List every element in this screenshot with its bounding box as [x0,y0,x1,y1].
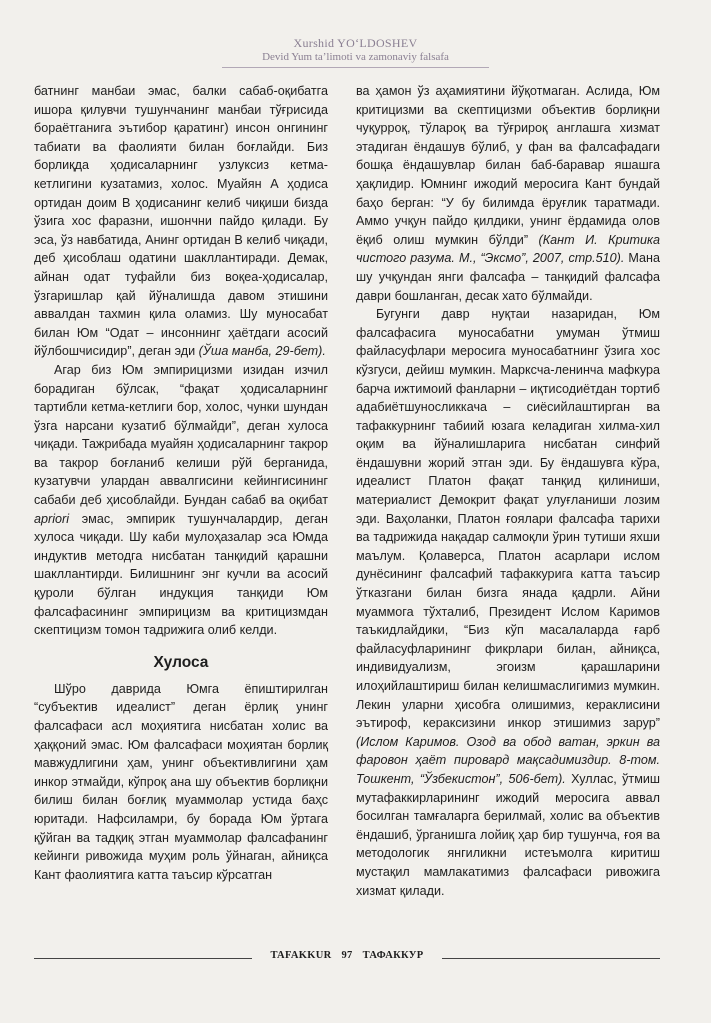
left-paragraph-1-text: батнинг манбаи эмас, балки сабаб-оқибатга ишора қилувчи тушунчанинг манбаи тўғрисида бораётганига эътибор қаратинг) инсон онгининг табиати ва фаолияти билан боғлайди. Биз борлиқда ҳодисаларнинг узлуксиз кетма-кетлигини кузатамиз, холос. Муайян А ҳодиса ортидан доим В ҳодисанинг келиб чиқиши бизда ўзига хос фаразни, ишончни пайдо қилади. Бу эса, ўз навбатида, Анинг ортидан В келиб чиқади, деб ҳисоблаш одатини шакллантиради. Демак, айнан одат туфайли биз воқеа-ҳодисалар, ўзгаришлар қай йўналишда давом этишини аввалдан тахмин қила оламиз. Шу муносабат билан Юм “Одат – инсоннинг ҳаётдаги асосий йўлбошчисидир”, деган эди [34,84,328,359]
right-paragraph-2-reference: (Ислом Каримов. Озод ва обод ватан, эркин ва фаровон ҳаёт пировард мақсадимиздир. 8-том. Тошкент, “Ўзбекистон”, 506-бет). [356,734,660,786]
header-subtitle: Devid Yum ta’limoti va zamonaviy falsafa [262,51,449,63]
left-paragraph-3: Шўро даврида Юмга ёпиштирилган “субъектив идеалист” деган ёрлиқ унинг фалсафаси асл моҳиятига нисбатан холис ва ҳаққоний эмас. Юм фалсафаси моҳиятан борлиқ мавжудлигини ҳам, унинг объективлигини ҳам инкор этмайди, кўпроқ ана шу объектив борлиқни билиш билан боғлиқ муаммолар устида баҳс юритади. Нафсиламри, бу борада Юм ўртага қўйган ва тадқиқ этган муаммолар фалсафанинг кейинги ривожида муҳим роль ўйнаган, айниқса Кант фаолиятига катта таъсир кўрсатган [34,681,328,882]
apriori-term: apriori [34,511,69,526]
right-column [356,82,660,900]
footer-rule-left [34,958,252,959]
left-paragraph-1 [34,82,328,361]
section-title-conclusion: Хулоса [153,653,209,671]
right-paragraph-1 [356,82,660,305]
footer-rule-right [442,958,660,959]
header-divider [222,67,489,68]
right-paragraph-2 [356,305,660,900]
right-paragraph-2-text-a: Бугунги давр нуқтаи назаридан, Юм фалсафасига муносабатни умуман ўтмиш файласуфлари меросига муносабатнинг ўзига хос кўзгуси, дейиш мумкин. Марксча-ленинча мафкура барча ижтимоий фанларни – иқтисодиётдан тортиб адабиётшуносликкача – сиёсийлаштирган ва тафаккурнинг табиий юзага келадиган хилма-хил оқим ва йўналишларига нисбатан синфий ёндашувни жорий этган эди. Бу ёндашувга кўра, идеалист Платон фақат танқид қилиниши, материалист Демокрит фақат улуғланиши лозим эди. Ваҳоланки, Платон ғоялари фалсафа тарихи ва тадрижида нақадар салмоқли ўрин тутиши яхши маълум. Қолаверса, Платон асарлари ислом дунёсининг фалсафий тафаккурига катта таъсир ўтказгани билан бизга янада қадрли. Айни муаммога тўхталиб, Президент Ислом Каримов таъкидлайдики, “Биз кўп масалаларда ғарб файласуфларининг фикрлари билан, айниқса, индивидуализм, эгоизм қарашларини илоҳийлаштириш билан келишмаслигимиз мумкин. Лекин уларни ҳисобга олишимиз, кераклисини эътироф, кераксизини инкор этишимиз зарур” [356,307,660,731]
right-paragraph-1-reference: (Кант И. Критика чистого разума. М., “Эксмо”, 2007, стр.510). [356,232,660,266]
left-paragraph-2-text-a: Агар биз Юм эмпирицизми изидан изчил борадиган бўлсак, “фақат ҳодисаларнинг тартибли кетма-кетлиги бор, холос, чунки шундан ўзга нарсани кузатиб бўлмайди”, деган хулоса чиқади. Тажрибада муайян ҳодисаларнинг такрор ва такрор боғланиб келиши рўй берганида, кузатувчи улардан аввалгисини кейингисининг сабаби деб ҳисоблайди. Бундан сабаб ва оқибат [34,362,328,508]
header-author: Xurshid YO‘LDOSHEV [293,36,418,50]
left-paragraph-1-reference: (Ўша манба, 29-бет). [198,344,326,359]
right-paragraph-1-text-a: ва ҳамон ўз аҳамиятини йўқотмаган. Аслида, Юм критицизми ва скептицизми объектив борлиқни чуқурроқ, тўлароқ ва тўғрироқ англашга хизмат этадиган ёндашув бўлиб, у фан ва фалсафадаги бошқа ёндашувлар билан баб-баравар яшашга ҳақлидир. Юмнинг ижодий меросига Кант бундай баҳо берган: “У бу билимда ёруғлик таратмади. Аммо учқун пайдо қилдики, унинг ёрдамида олов ёқиб олиш мумкин бўлди” [356,84,660,247]
page-footer [34,948,660,968]
left-paragraph-2-text-b: эмас, эмпирик тушунчалардир, деган хулоса чиқади. Шу каби мулоҳазалар эса Юмда индуктив методга нисбатан танқидий қарашни шакллантирди. Билишнинг энг кучли ва асосий қуроли бўлган индукция танқиди Юм фалсафасининг эмпирицизм ва критицизмдан скептицизм томон тадрижига олиб келди. [34,511,328,638]
page-number: 97 [341,950,353,961]
footer-journal-latin: TAFAKKUR [270,950,332,961]
right-paragraph-1-text-b: Мана шу учқундан янги фалсафа – танқидий фалсафа даври бошланган, десак хато бўлмайди. [356,251,660,303]
footer-journal-cyrillic: ТАФАККУР [362,950,424,961]
right-paragraph-2-text-b: Хуллас, ўтмиш мутафаккирларининг ижодий меросига аввал босилган тамғаларга берилмай, холис ва объектив ёндашиб, ўрганишга лойиқ ҳар бир тушунча, ғоя ва методологик янгиликни истеъмолга киритиш мустақил мамлакатимиз фалсафаси ривожига хизмат қилади. [356,771,660,898]
footer-text [252,950,442,961]
page-header [0,36,711,64]
left-column [34,82,328,884]
left-paragraph-2 [34,361,328,640]
